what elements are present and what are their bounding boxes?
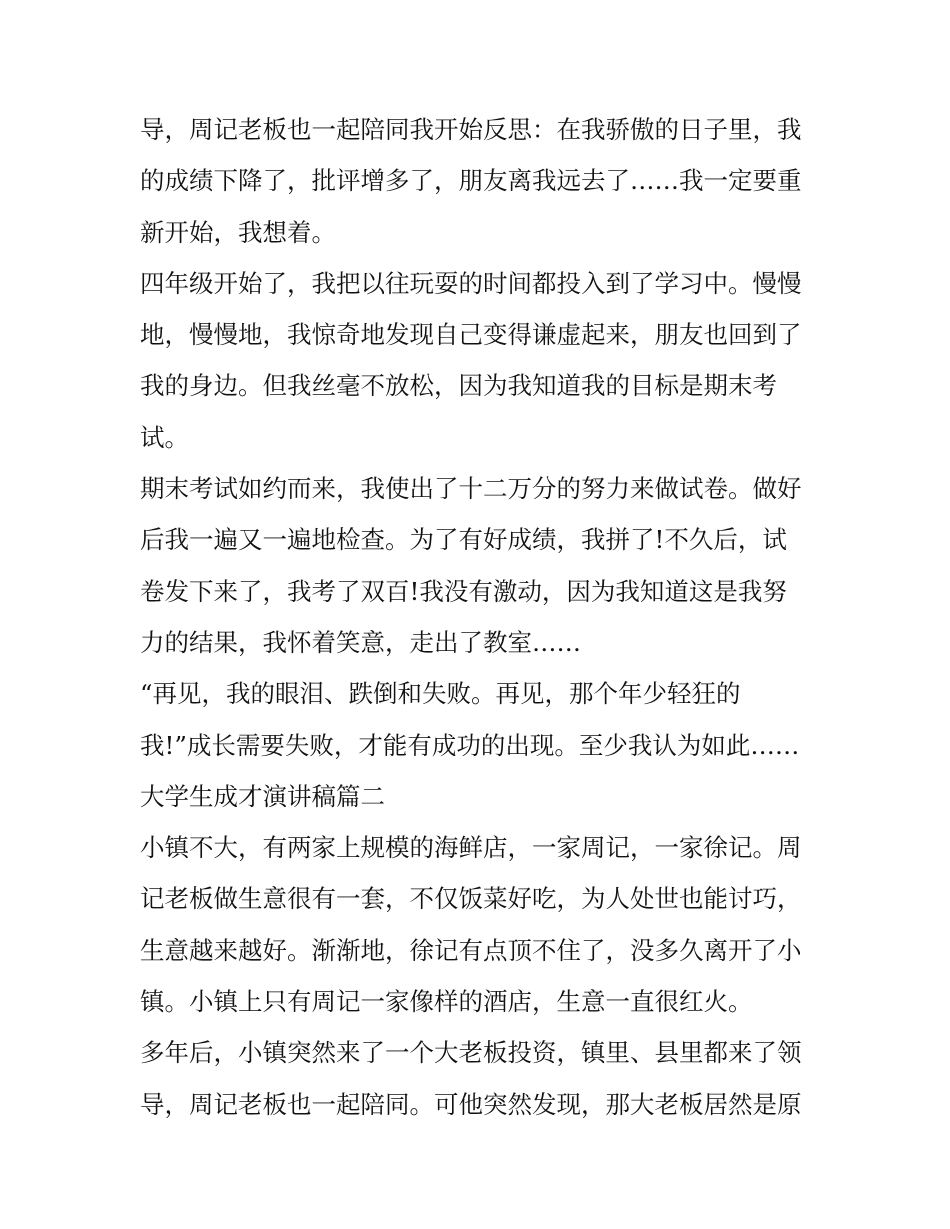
text-line: 卷发下来了，我考了双百!我没有激动，因为我知道这是我努 — [140, 576, 787, 606]
text-line: 后我一遍又一遍地检查。为了有好成绩，我拼了!不久后，试 — [140, 525, 787, 555]
text-line: 小镇不大，有两家上规模的海鲜店，一家周记，一家徐记。周 — [140, 833, 802, 863]
text-line: 四年级开始了，我把以往玩耍的时间都投入到了学习中。慢慢 — [140, 268, 802, 298]
section-heading: 大学生成才演讲稿篇二 — [140, 781, 385, 811]
text-line: 导，周记老板也一起陪同。可他突然发现，那大老板居然是原 — [140, 1089, 802, 1119]
text-line: 地，慢慢地，我惊奇地发现自己变得谦虚起来，朋友也回到了 — [140, 320, 802, 350]
document-body — [140, 104, 820, 1130]
text-line: 导，周记老板也一起陪同我开始反思：在我骄傲的日子里，我 — [140, 115, 802, 144]
text-line: 新开始，我想着。 — [140, 217, 336, 247]
text-line: 记老板做生意很有一套，不仅饭菜好吃，为人处世也能讨巧， — [140, 884, 802, 914]
text-line: “再见，我的眼泪、跌倒和失败。再见，那个年少轻狂的 — [140, 679, 741, 709]
text-line: 期末考试如约而来，我使出了十二万分的努力来做试卷。做好 — [140, 474, 802, 504]
text-line: 生意越来越好。渐渐地，徐记有点顶不住了，没多久离开了小 — [140, 935, 802, 965]
text-line: 试。 — [140, 422, 189, 452]
text-line: 力的结果，我怀着笑意，走出了教室…… — [140, 627, 581, 657]
text-line: 镇。小镇上只有周记一家像样的酒店，生意一直很红火。 — [140, 987, 753, 1017]
text-line: 多年后，小镇突然来了一个大老板投资，镇里、县里都来了领 — [140, 1038, 802, 1068]
text-line: 我的身边。但我丝毫不放松，因为我知道我的目标是期末考 — [140, 371, 777, 401]
text-line: 的成绩下降了，批评增多了，朋友离我远去了……我一定要重 — [140, 166, 802, 196]
text-line: 我!”成长需要失败，才能有成功的出现。至少我认为如此…… — [140, 730, 800, 760]
